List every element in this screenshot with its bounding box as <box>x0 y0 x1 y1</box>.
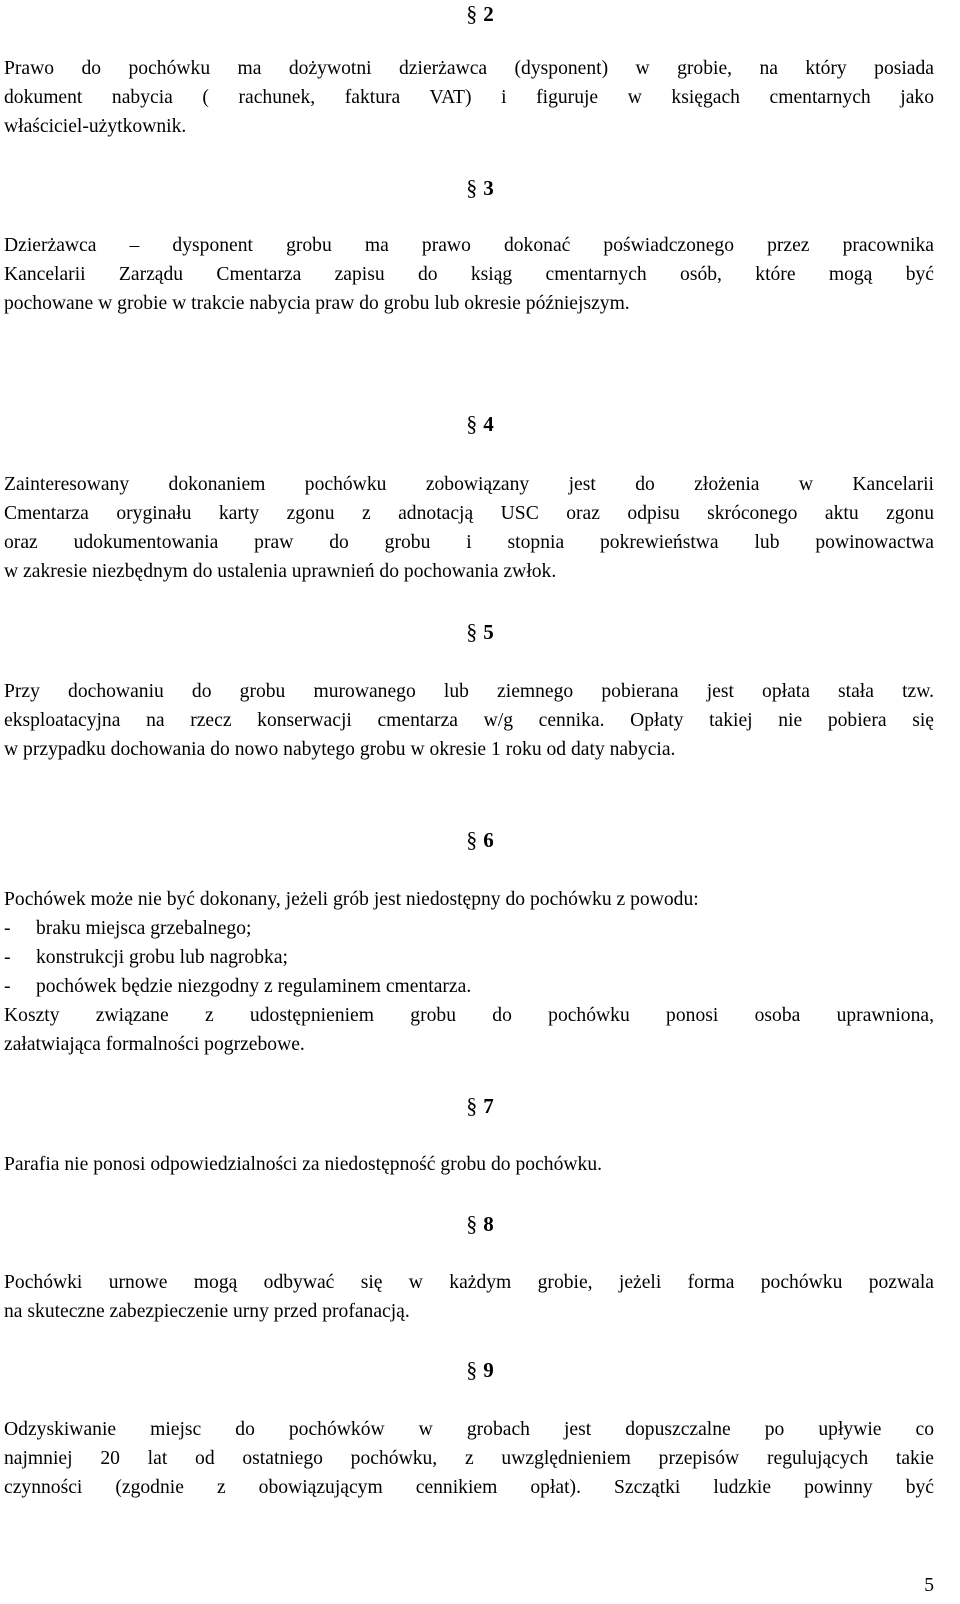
section-symbol: § <box>466 1 478 26</box>
text-line: właściciel-użytkownik. <box>4 116 187 137</box>
list-dash: - <box>4 976 11 997</box>
paragraph-3 <box>4 231 934 318</box>
text-line: Przy dochowaniu do grobu murowanego lub ziemnego pobierana jest opłata stała tzw. <box>4 681 934 702</box>
section-heading-6 <box>0 828 960 852</box>
section-symbol: § <box>466 1357 478 1382</box>
section-symbol: § <box>466 1211 478 1236</box>
section-number: 5 <box>483 620 494 644</box>
list-item <box>4 914 934 943</box>
list-dash: - <box>4 947 11 968</box>
section-number: 7 <box>483 1094 494 1118</box>
list-item-text: pochówek będzie niezgodny z regulaminem cmentarza. <box>36 976 472 997</box>
list-dash: - <box>4 918 11 939</box>
section-heading-5 <box>0 620 960 644</box>
section-symbol: § <box>466 1093 478 1118</box>
section-symbol: § <box>466 411 478 436</box>
paragraph-2 <box>4 54 934 141</box>
text-line: w zakresie niezbędnym do ustalenia uprawnień do pochowania zwłok. <box>4 561 557 582</box>
section-heading-9 <box>0 1358 960 1382</box>
section-number: 2 <box>483 2 494 26</box>
paragraph-8 <box>4 1268 934 1326</box>
section-heading-2 <box>0 2 960 26</box>
list-item-text: konstrukcji grobu lub nagrobka; <box>36 947 288 968</box>
text-line: Zainteresowany dokonaniem pochówku zobowiązany jest do złożenia w Kancelarii <box>4 474 934 495</box>
list-item <box>4 943 934 972</box>
paragraph-5 <box>4 677 934 764</box>
text-line: dokument nabycia ( rachunek, faktura VAT) i figuruje w księgach cmentarnych jako <box>4 87 934 108</box>
section-heading-7 <box>0 1094 960 1118</box>
list-item <box>4 972 934 1001</box>
text-line: Odzyskiwanie miejsc do pochówków w grobach jest dopuszczalne po upływie co <box>4 1419 934 1440</box>
text-line: załatwiająca formalności pogrzebowe. <box>4 1034 305 1055</box>
section-heading-8 <box>0 1212 960 1236</box>
text-line: Cmentarza oryginału karty zgonu z adnotacją USC oraz odpisu skróconego aktu zgonu <box>4 503 934 524</box>
text-line: na skuteczne zabezpieczenie urny przed profanacją. <box>4 1301 410 1322</box>
text-line: najmniej 20 lat od ostatniego pochówku, z uwzględnieniem przepisów regulujących takie <box>4 1448 934 1469</box>
section-number: 9 <box>483 1358 494 1382</box>
text-line: Parafia nie ponosi odpowiedzialności za niedostępność grobu do pochówku. <box>4 1154 603 1175</box>
paragraph-4 <box>4 470 934 586</box>
section-symbol: § <box>466 827 478 852</box>
text-line: Koszty związane z udostępnieniem grobu do pochówku ponosi osoba uprawniona, <box>4 1005 934 1026</box>
paragraph-9 <box>4 1415 934 1502</box>
section-heading-4 <box>0 412 960 436</box>
section-symbol: § <box>466 175 478 200</box>
paragraph-7 <box>4 1150 934 1179</box>
list-item-text: braku miejsca grzebalnego; <box>36 918 252 939</box>
section-number: 4 <box>483 412 494 436</box>
section-symbol: § <box>466 619 478 644</box>
section-number: 6 <box>483 828 494 852</box>
text-line: Kancelarii Zarządu Cmentarza zapisu do ksiąg cmentarnych osób, które mogą być <box>4 264 934 285</box>
text-line: Pochówki urnowe mogą odbywać się w każdym grobie, jeżeli forma pochówku pozwala <box>4 1272 934 1293</box>
text-line: pochowane w grobie w trakcie nabycia praw do grobu lub okresie późniejszym. <box>4 293 630 314</box>
text-line: Dzierżawca – dysponent grobu ma prawo dokonać poświadczonego przez pracownika <box>4 235 934 256</box>
text-line: eksploatacyjna na rzecz konserwacji cmentarza w/g cennika. Opłaty takiej nie pobiera się <box>4 710 934 731</box>
text-line: Pochówek może nie być dokonany, jeżeli grób jest niedostępny do pochówku z powodu: <box>4 889 699 910</box>
section-number: 3 <box>483 176 494 200</box>
section-number: 8 <box>483 1212 494 1236</box>
section-heading-3 <box>0 176 960 200</box>
text-line: w przypadku dochowania do nowo nabytego grobu w okresie 1 roku od daty nabycia. <box>4 739 676 760</box>
text-line: Prawo do pochówku ma dożywotni dzierżawca (dysponent) w grobie, na który posiada <box>4 58 934 79</box>
text-line: czynności (zgodnie z obowiązującym cennikiem opłat). Szczątki ludzkie powinny być <box>4 1477 934 1498</box>
text-line: oraz udokumentowania praw do grobu i stopnia pokrewieństwa lub powinowactwa <box>4 532 934 553</box>
paragraph-6 <box>4 885 934 1059</box>
page-number: 5 <box>924 1575 934 1596</box>
